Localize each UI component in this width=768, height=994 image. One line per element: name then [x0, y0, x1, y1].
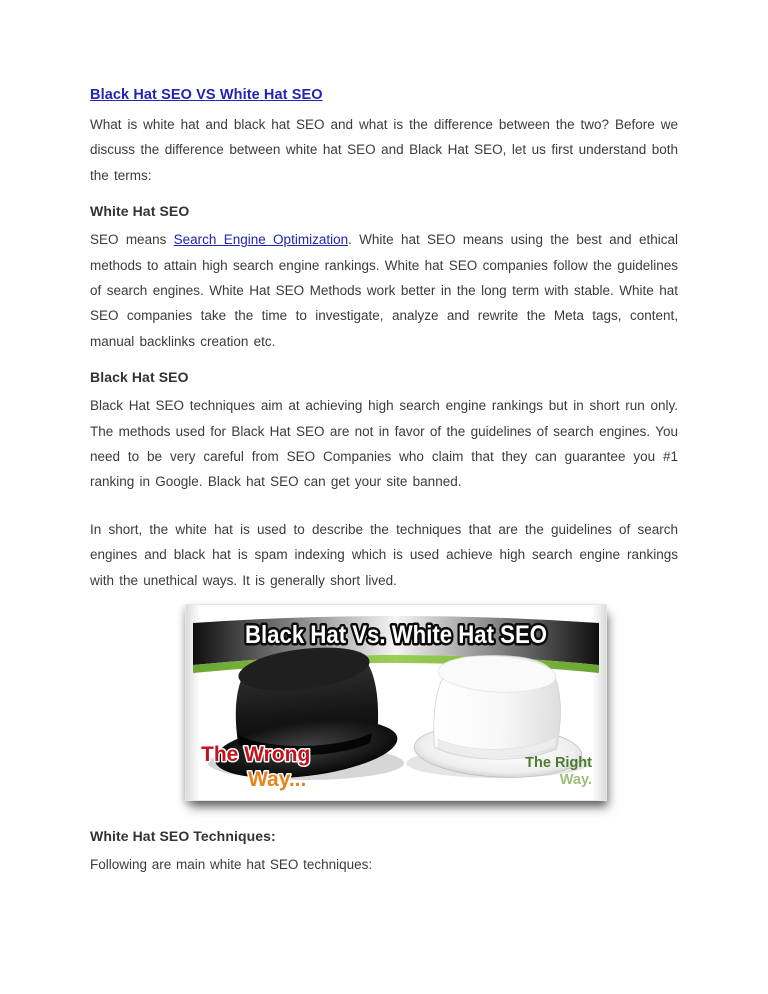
- white-hat-heading: White Hat SEO: [90, 203, 190, 220]
- techniques-heading: White Hat SEO Techniques:: [90, 828, 276, 845]
- document-title-link[interactable]: Black Hat SEO VS White Hat SEO: [90, 87, 323, 103]
- summary-paragraph: In short, the white hat is used to describe the techniques that are the guidelines of search engines and black hat is spam indexing which is used achieve high search engine rankings with the unethical ways. It is generally short lived.: [90, 521, 678, 588]
- seo-hats-image: [185, 604, 607, 801]
- right-way-label-line1: The Right: [525, 755, 592, 772]
- wrong-way-label-line1: The Wrong: [201, 743, 311, 767]
- techniques-intro: Following are main white hat SEO techniques:: [90, 857, 373, 873]
- black-hat-heading: Black Hat SEO: [90, 369, 189, 386]
- right-way-label-line2: Way.: [559, 772, 592, 789]
- white-hat-text-before-link: SEO means: [90, 232, 174, 248]
- white-hat-text-after-link: . White hat SEO means using the best and ethical methods to attain high search engine rankings. White hat SEO companies follow the guidelines of search engines. White Hat SEO Methods work better in the long term with stable. White hat SEO companies take the time to investigate, analyze and rewrite the Meta tags, content, manual backlinks creation etc.: [90, 232, 678, 349]
- intro-paragraph: What is white hat and black hat SEO and what is the difference between the two? Before we discuss the difference between white hat SEO and Black Hat SEO, let us first understand both the terms:: [90, 117, 678, 183]
- black-hat-paragraph: Black Hat SEO techniques aim at achieving high search engine rankings but in short run only. The methods used for Black Hat SEO are not in favor of the guidelines of search engines. You need to be very careful from SEO Companies who claim that they can guarantee you #1 ranking in Google. Black hat SEO can get your site banned.: [90, 398, 678, 490]
- wrong-way-label-line2: Way...: [248, 768, 307, 792]
- white-hat-paragraph: [90, 227, 678, 354]
- seo-hats-illustration: [186, 605, 606, 800]
- banner-title: Black Hat Vs. White Hat SEO: [245, 621, 547, 650]
- seo-definition-link[interactable]: Search Engine Optimization: [173, 232, 349, 248]
